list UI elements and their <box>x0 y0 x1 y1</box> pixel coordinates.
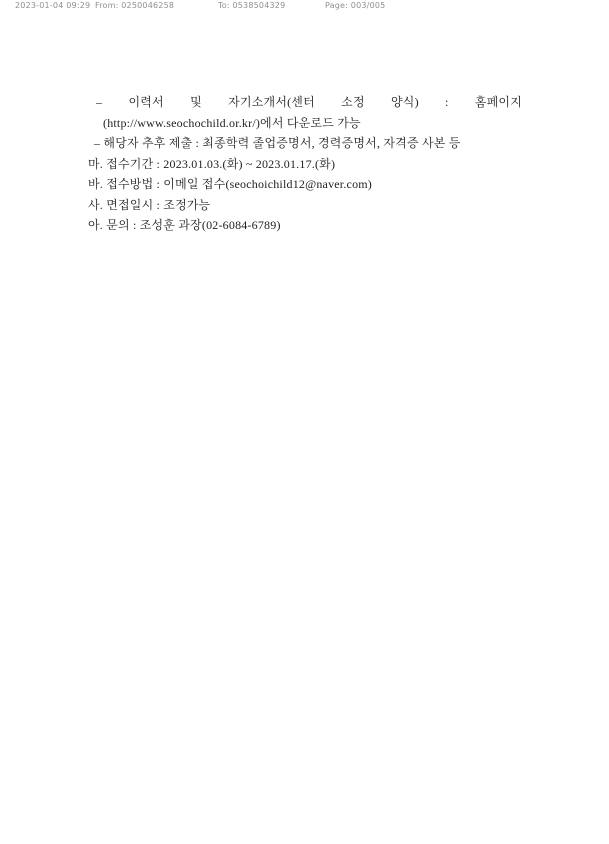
fax-page-counter: Page: 003/005 <box>325 1 386 10</box>
line-later-submission: – 해당자 추후 제출 : 최종학력 졸업증명서, 경력증명서, 자격증 사본 등 <box>94 136 461 150</box>
line-application-period: 마. 접수기간 : 2023.01.03.(화) ~ 2023.01.17.(화) <box>88 156 336 171</box>
fax-from-number: From: 0250046258 <box>95 1 175 10</box>
line-download-url: (http://www.seochochild.or.kr/)에서 다운로드 가능 <box>103 115 361 130</box>
line-interview-date: 사. 면접일시 : 조정가능 <box>88 197 211 212</box>
fax-datetime: 2023-01-04 09:29 <box>15 1 91 10</box>
fax-to-number: To: 0538504329 <box>218 1 286 10</box>
fax-transmission-header <box>0 0 609 12</box>
line-resume-form: – 이력서 및 자기소개서(센터 소정 양식) : 홈페이지 <box>96 95 522 109</box>
document-body <box>88 92 522 236</box>
line-contact-info: 아. 문의 : 조성훈 과장(02-6084-6789) <box>88 218 281 232</box>
line-application-method: 바. 접수방법 : 이메일 접수(seochoichild12@naver.com) <box>88 177 372 191</box>
